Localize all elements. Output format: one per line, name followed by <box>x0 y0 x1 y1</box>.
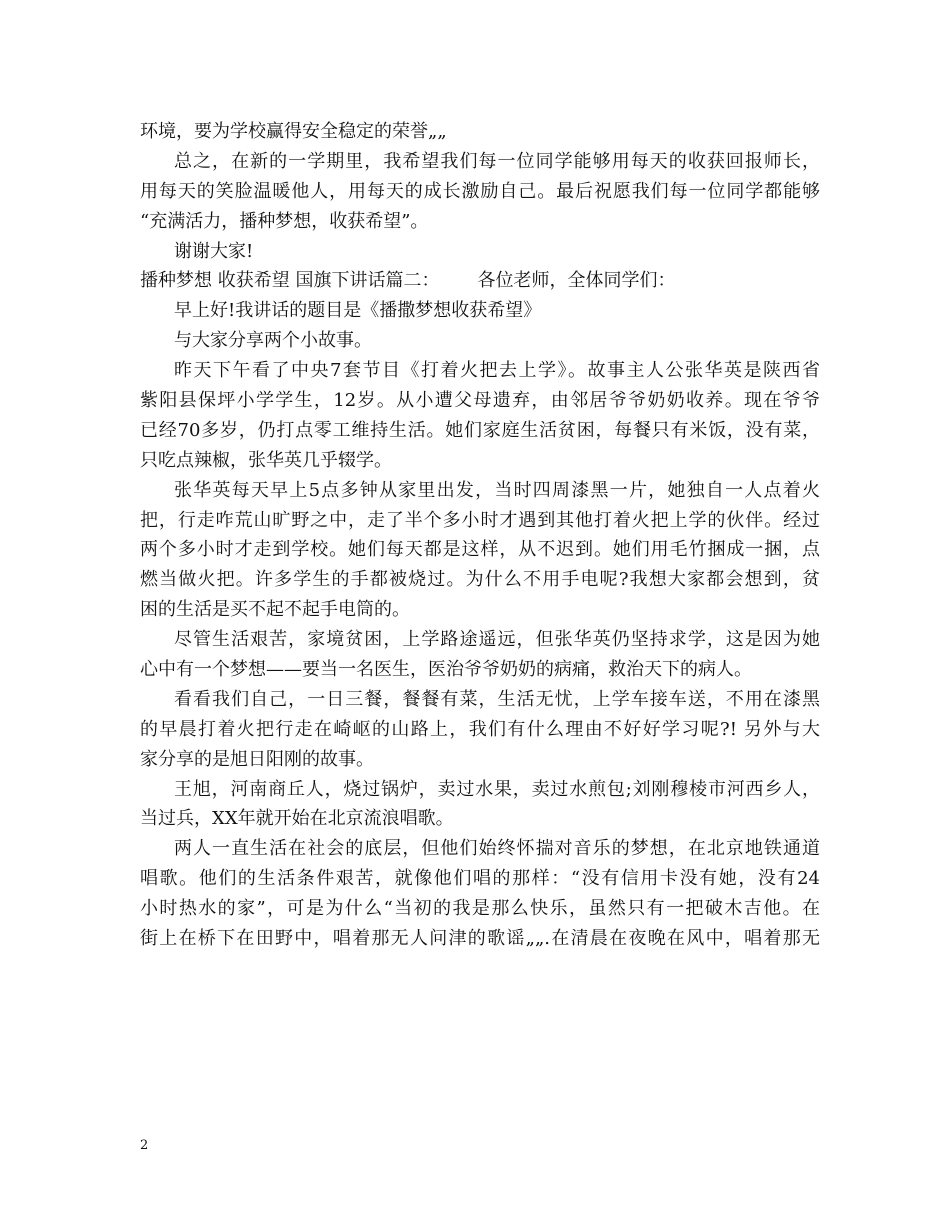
text-line: 街上在桥下在田野中，唱着那无人问津的歌谣„„.在清晨在夜晚在风中，唱着那无 <box>140 928 820 950</box>
paragraph-line: 王旭，河南商丘人，烧过锅炉，卖过水果，卖过水煎包;刘刚穆棱市河西乡人， <box>174 778 820 800</box>
paragraph-line: 早上好!我讲话的题目是《播撒梦想收获希望》 <box>174 300 542 322</box>
paragraph-line: 两人一直生活在社会的底层，但他们始终怀揣对音乐的梦想，在北京地铁通道 <box>174 838 820 860</box>
text-line: 已经70多岁，仍打点零工维持生活。她们家庭生活贫困，每餐只有米饭，没有菜， <box>140 419 820 441</box>
text-line: 用每天的笑脸温暖他人，用每天的成长激励自己。最后祝愿我们每一位同学都能够 <box>140 180 820 202</box>
text-line: “充满活力，播种梦想，收获希望”。 <box>140 210 429 232</box>
heading-greeting: 各位老师，全体同学们： <box>477 270 676 292</box>
paragraph-line: 尽管生活艰苦，家境贫困，上学路途遥远，但张华英仍坚持求学，这是因为她 <box>174 629 820 651</box>
section-heading <box>140 266 820 296</box>
document-body <box>140 117 820 954</box>
paragraph-line: 看看我们自己，一日三餐，餐餐有菜，生活无忧，上学车接车送，不用在漆黑 <box>174 688 820 710</box>
text-line: 困的生活是买不起不起手电筒的。 <box>140 599 410 621</box>
paragraph-line: 昨天下午看了中央7套节目《打着火把去上学》。故事主人公张华英是陕西省 <box>174 360 820 382</box>
text-line: 小时热水的家”，可是为什么“当初的我是那么快乐，虽然只有一把破木吉他。在 <box>140 898 820 920</box>
text-line: 的早晨打着火把行走在崎岖的山路上，我们有什么理由不好好学习呢?! 另外与大 <box>140 718 820 740</box>
paragraph-line: 谢谢大家! <box>174 240 254 262</box>
text-line: 家分享的是旭日阳刚的故事。 <box>140 748 374 770</box>
text-line: 燃当做火把。许多学生的手都被烧过。为什么不用手电呢?我想大家都会想到，贫 <box>140 569 820 591</box>
text-line: 唱歌。他们的生活条件艰苦，就像他们唱的那样：“没有信用卡没有她，没有24 <box>140 868 820 890</box>
heading-gap <box>439 266 477 296</box>
text-line: 当过兵，XX年就开始在北京流浪唱歌。 <box>140 808 454 830</box>
paragraph-line: 与大家分享两个小故事。 <box>174 330 372 352</box>
text-line: 紫阳县保坪小学学生，12岁。从小遭父母遗弃，由邻居爷爷奶奶收养。现在爷爷 <box>140 390 820 412</box>
text-line: 心中有一个梦想——要当一名医生，医治爷爷奶奶的病痛，救治天下的病人。 <box>140 659 752 681</box>
page-number: 2 <box>140 1138 149 1153</box>
text-line: 两个多小时才走到学校。她们每天都是这样，从不迟到。她们用毛竹捆成一捆，点 <box>140 539 820 561</box>
heading-title: 播种梦想 收获希望 国旗下讲话篇二： <box>140 270 440 292</box>
paragraph-line: 总之，在新的一学期里，我希望我们每一位同学能够用每天的收获回报师长， <box>174 150 820 172</box>
text-line: 把，行走咋荒山旷野之中，走了半个多小时才遇到其他打着火把上学的伙伴。经过 <box>140 509 820 531</box>
text-line: 只吃点辣椒，张华英几乎辍学。 <box>140 449 392 471</box>
paragraph-line: 张华英每天早上5点多钟从家里出发，当时四周漆黑一片，她独自一人点着火 <box>174 479 820 501</box>
text-line: 环境，要为学校赢得安全稳定的荣誉„„ <box>140 121 447 142</box>
